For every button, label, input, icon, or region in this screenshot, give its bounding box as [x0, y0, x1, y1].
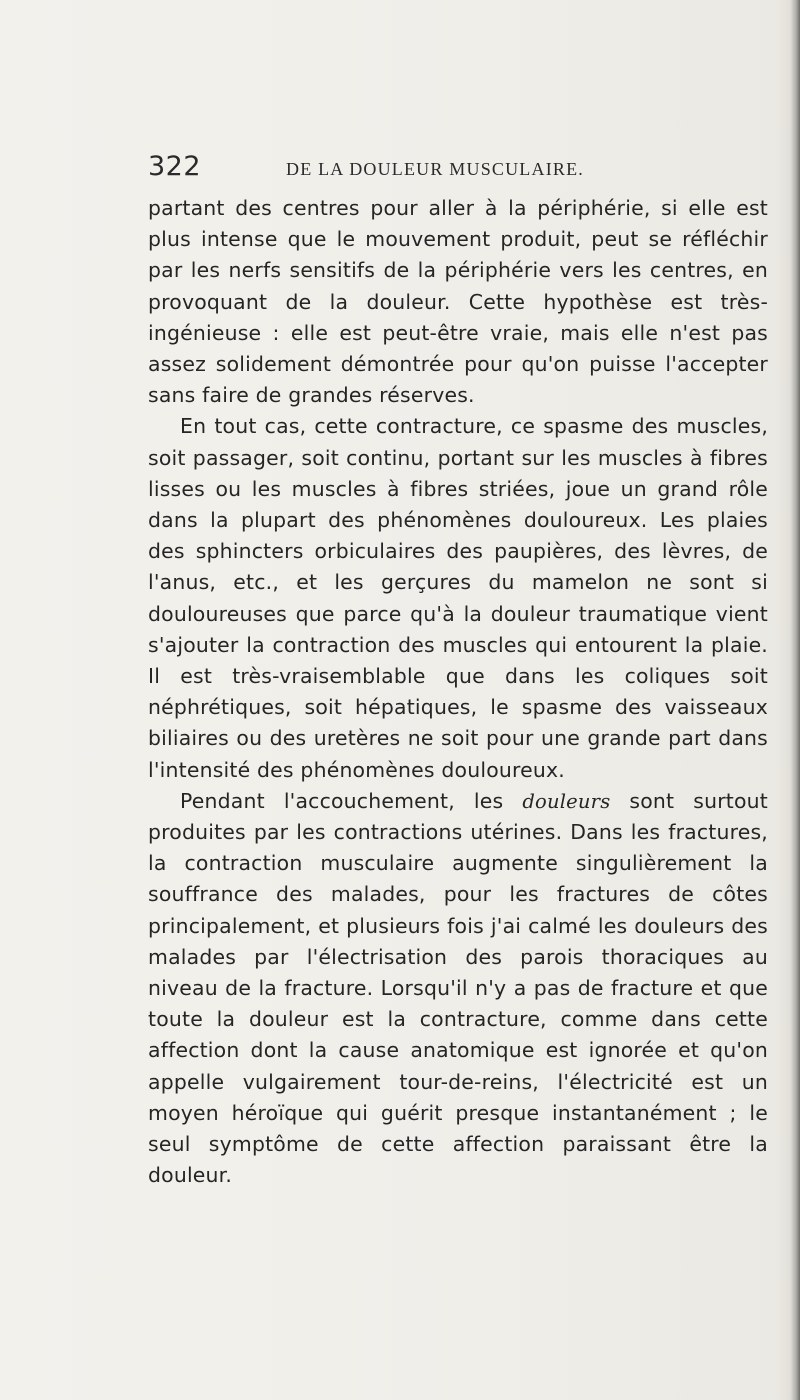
paragraph-3 [148, 786, 768, 1192]
page-number: 322 [148, 151, 202, 182]
paragraph-3-italic-word: douleurs [522, 789, 611, 813]
paragraph-3-rest: sont surtout produites par les contractions utérines. Dans les fractures, la contraction musculaire augmente singulièrement la souffrance des malades, pour les fractures de côtes principalement, et plusieurs fois j'ai calmé les douleurs des malades par l'électrisation des parois thoraciques au niveau de la fracture. Lorsqu'il n'y a pas de fracture et que toute la douleur est la contracture, comme dans cette affection dont la cause anatomique est ignorée et qu'on appelle vulgairement tour-de-reins, l'électricité est un moyen héroïque qui guérit presque instantanément ; le seul symptôme de cette affection paraissant être la douleur. [148, 788, 768, 1188]
paragraph-3-start: Pendant l'accouchement, les [180, 788, 523, 813]
page-edge-shadow [790, 0, 800, 1400]
paragraph-1: partant des centres pour aller à la périphérie, si elle est plus intense que le mouvement produit, peut se réfléchir par les nerfs sensitifs de la périphérie vers les centres, en provoquant de la douleur. Cette hypothèse est très-ingénieuse : elle est peut-être vraie, mais elle n'est pas assez solidement démontrée pour qu'on puisse l'accepter sans faire de grandes réserves. [148, 196, 768, 408]
running-head [148, 150, 768, 184]
body-text [148, 193, 768, 1192]
paragraph-2: En tout cas, cette contracture, ce spasme des muscles, soit passager, soit continu, portant sur les muscles à fibres lisses ou les muscles à fibres striées, joue un grand rôle dans la plupart des phénomènes douloureux. Les plaies des sphincters orbiculaires des paupières, des lèvres, de l'anus, etc., et les gerçures du mamelon ne sont si douloureuses que parce qu'à la douleur traumatique vient s'ajouter la contraction des muscles qui entourent la plaie. Il est très-vraisemblable que dans les coliques soit néphrétiques, soit hépatiques, le spasme des vaisseaux biliaires ou des uretères ne soit pour une grande part dans l'intensité des phénomènes douloureux. [148, 414, 768, 782]
running-head-title: DE LA DOULEUR MUSCULAIRE. [286, 159, 584, 179]
